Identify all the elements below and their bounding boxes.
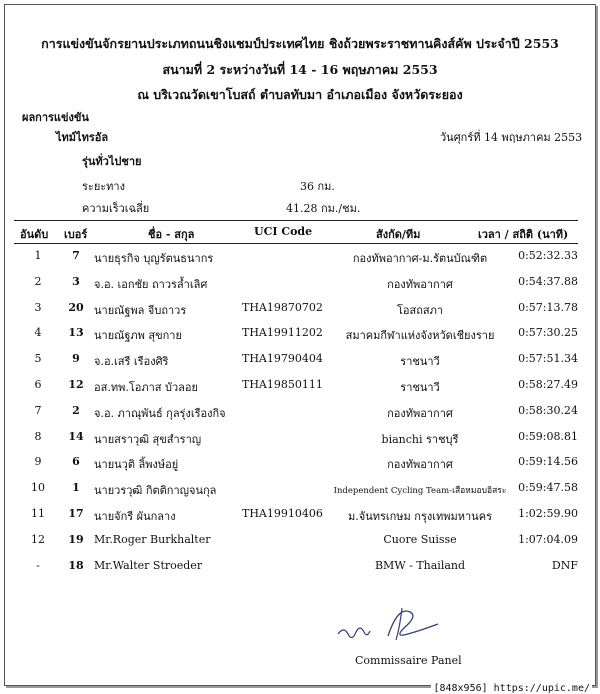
time-cell: 0:59:47.58 bbox=[518, 481, 578, 495]
team-cell: สมาคมกีฬาแห่งจังหวัดเชียงราย bbox=[345, 329, 495, 343]
team-cell: กองทัพอากาศ bbox=[387, 406, 453, 420]
header-team: สังกัด/ทีม bbox=[376, 228, 421, 241]
bib-cell: 18 bbox=[68, 558, 84, 572]
name-cell: นายณัฐพล จีบถาวร bbox=[94, 303, 187, 317]
team-cell: กองทัพอากาศ-ม.รัตนบัณฑิต bbox=[352, 252, 488, 265]
uci-code-cell: THA19790404 bbox=[242, 352, 323, 366]
table-row bbox=[14, 346, 578, 372]
table-row bbox=[14, 424, 578, 450]
rank-cell: 9 bbox=[34, 455, 42, 469]
table-row bbox=[14, 295, 578, 321]
time-cell: DNF bbox=[551, 558, 578, 572]
bib-cell: 7 bbox=[72, 249, 80, 262]
bib-cell: 14 bbox=[68, 429, 84, 443]
title-line-3: ณ บริเวณวัดเขาโบสถ์ ตำบลทับมา อำเภอเมือง จังหวัดระยอง bbox=[137, 87, 463, 102]
title-line-1: การแข่งขันจักรยานประเภทถนนชิงแชมป์ประเทศไทย ชิงถ้วยพระราชทานคิงส์คัพ ประจำปี 2553 bbox=[41, 36, 559, 51]
event-type: ไทม์ไทรอัล bbox=[56, 131, 109, 144]
team-cell: ราชนาวี bbox=[400, 355, 440, 369]
time-cell: 1:02:59.90 bbox=[518, 507, 578, 520]
time-cell: 0:57:30.25 bbox=[518, 326, 578, 340]
bib-cell: 1 bbox=[72, 481, 80, 495]
bib-cell: 6 bbox=[72, 455, 80, 469]
bib-cell: 3 bbox=[72, 274, 80, 288]
title-line-2: สนามที่ 2 ระหว่างวันที่ 14 - 16 พฤษภาคม 2553 bbox=[162, 62, 438, 77]
speed-value: 41.28 กม./ชม. bbox=[286, 202, 361, 215]
rank-cell: 2 bbox=[34, 274, 42, 288]
name-cell: นายณัฐภพ สุขกาย bbox=[94, 329, 182, 343]
signature-mark bbox=[330, 600, 450, 650]
table-row bbox=[14, 243, 578, 269]
bib-cell: 2 bbox=[72, 403, 80, 417]
header-name: ชื่อ - สกุล bbox=[148, 228, 195, 241]
speed-label: ความเร็วเฉลี่ย bbox=[82, 202, 150, 215]
name-cell: นายธุรกิจ บุญรัตนธนากร bbox=[94, 252, 214, 265]
time-cell: 0:59:14.56 bbox=[518, 455, 578, 469]
rank-cell: 12 bbox=[31, 532, 45, 546]
rank-cell: 1 bbox=[34, 249, 42, 262]
table-row bbox=[14, 269, 578, 295]
time-cell: 0:58:30.24 bbox=[518, 403, 578, 417]
team-cell: ม.จันทรเกษม กรุงเทพมหานคร bbox=[348, 510, 492, 523]
name-cell: นายจักรี ผันกลาง bbox=[94, 510, 176, 523]
uci-code-cell: THA19911202 bbox=[242, 326, 323, 340]
results-label: ผลการแข่งขัน bbox=[22, 111, 89, 124]
team-cell: กองทัพอากาศ bbox=[387, 277, 453, 291]
bib-cell: 9 bbox=[72, 352, 80, 366]
time-cell: 0:57:13.78 bbox=[518, 300, 578, 314]
team-cell: โอสถสภา bbox=[396, 303, 444, 317]
time-cell: 0:58:27.49 bbox=[518, 378, 578, 391]
table-row bbox=[14, 527, 578, 553]
bib-cell: 12 bbox=[68, 378, 84, 391]
rank-cell: 6 bbox=[34, 378, 42, 391]
time-cell: 0:57:51.34 bbox=[518, 352, 578, 366]
rank-cell: 4 bbox=[34, 326, 42, 340]
table-row bbox=[14, 449, 578, 475]
team-cell: ราชนาวี bbox=[400, 381, 440, 394]
name-cell: จ.อ.เสรี เรืองศิริ bbox=[94, 355, 169, 369]
name-cell: นายวรวุฒิ กิตติกาญจนกุล bbox=[94, 484, 217, 498]
bib-cell: 20 bbox=[68, 300, 84, 314]
header-rank: อันดับ bbox=[20, 228, 49, 241]
team-cell: Cuore Suisse bbox=[383, 532, 457, 546]
bib-cell: 13 bbox=[68, 326, 84, 340]
table-row bbox=[14, 475, 578, 501]
time-cell: 0:59:08.81 bbox=[518, 429, 578, 443]
distance-label: ระยะทาง bbox=[82, 180, 125, 193]
header-bib: เบอร์ bbox=[64, 228, 88, 241]
table-row bbox=[14, 372, 578, 398]
signature-label: Commissaire Panel bbox=[355, 654, 462, 667]
rank-cell: - bbox=[36, 558, 40, 572]
table-row bbox=[14, 320, 578, 346]
rank-cell: 8 bbox=[34, 429, 42, 443]
name-cell: Mr.Walter Stroeder bbox=[94, 558, 203, 572]
time-cell: 0:52:32.33 bbox=[518, 249, 578, 262]
name-cell: จ.อ. ภาณุพันธ์ กุลรุ่งเรืองกิจ bbox=[94, 406, 226, 420]
rank-cell: 5 bbox=[34, 352, 42, 366]
team-cell: Independent Cycling Team-เสือหมอบอิสระ bbox=[333, 486, 507, 497]
bib-cell: 17 bbox=[68, 507, 84, 520]
time-cell: 1:07:04.09 bbox=[518, 532, 578, 546]
team-cell: BMW - Thailand bbox=[374, 558, 466, 572]
event-date: วันศุกร์ที่ 14 พฤษภาคม 2553 bbox=[440, 131, 583, 144]
results-table-header bbox=[14, 220, 578, 244]
rank-cell: 10 bbox=[31, 481, 45, 495]
name-cell: นายนวุติ ลิ้พงษ์อยู่ bbox=[94, 458, 179, 472]
name-cell: จ.อ. เอกชัย ถาวรล้ำเลิศ bbox=[94, 277, 208, 291]
category-label: รุ่นทั่วไปชาย bbox=[82, 155, 142, 168]
uci-code-cell: THA19910406 bbox=[242, 507, 323, 520]
table-row bbox=[14, 398, 578, 424]
header-uci: UCI Code bbox=[254, 225, 313, 238]
rank-cell: 3 bbox=[34, 300, 42, 314]
distance-value: 36 กม. bbox=[300, 180, 335, 193]
table-row bbox=[14, 553, 578, 579]
team-cell: กองทัพอากาศ bbox=[387, 458, 453, 472]
uci-code-cell: THA19850111 bbox=[242, 378, 323, 391]
uci-code-cell: THA19870702 bbox=[242, 300, 323, 314]
name-cell: อส.ทพ.โอภาส บัวลอย bbox=[94, 381, 198, 394]
team-cell: bianchi ราชบุรี bbox=[381, 432, 459, 446]
table-row bbox=[14, 501, 578, 527]
rank-cell: 7 bbox=[34, 403, 42, 417]
bib-cell: 19 bbox=[68, 532, 84, 546]
name-cell: Mr.Roger Burkhalter bbox=[94, 532, 211, 546]
name-cell: นายสราวุฒิ สุขสำราญ bbox=[94, 432, 202, 446]
rank-cell: 11 bbox=[31, 507, 45, 520]
header-time: เวลา / สถิติ (นาที) bbox=[478, 228, 569, 241]
image-host-footer: [848x956] https://upic.me/ bbox=[433, 683, 590, 694]
time-cell: 0:54:37.88 bbox=[518, 274, 578, 288]
